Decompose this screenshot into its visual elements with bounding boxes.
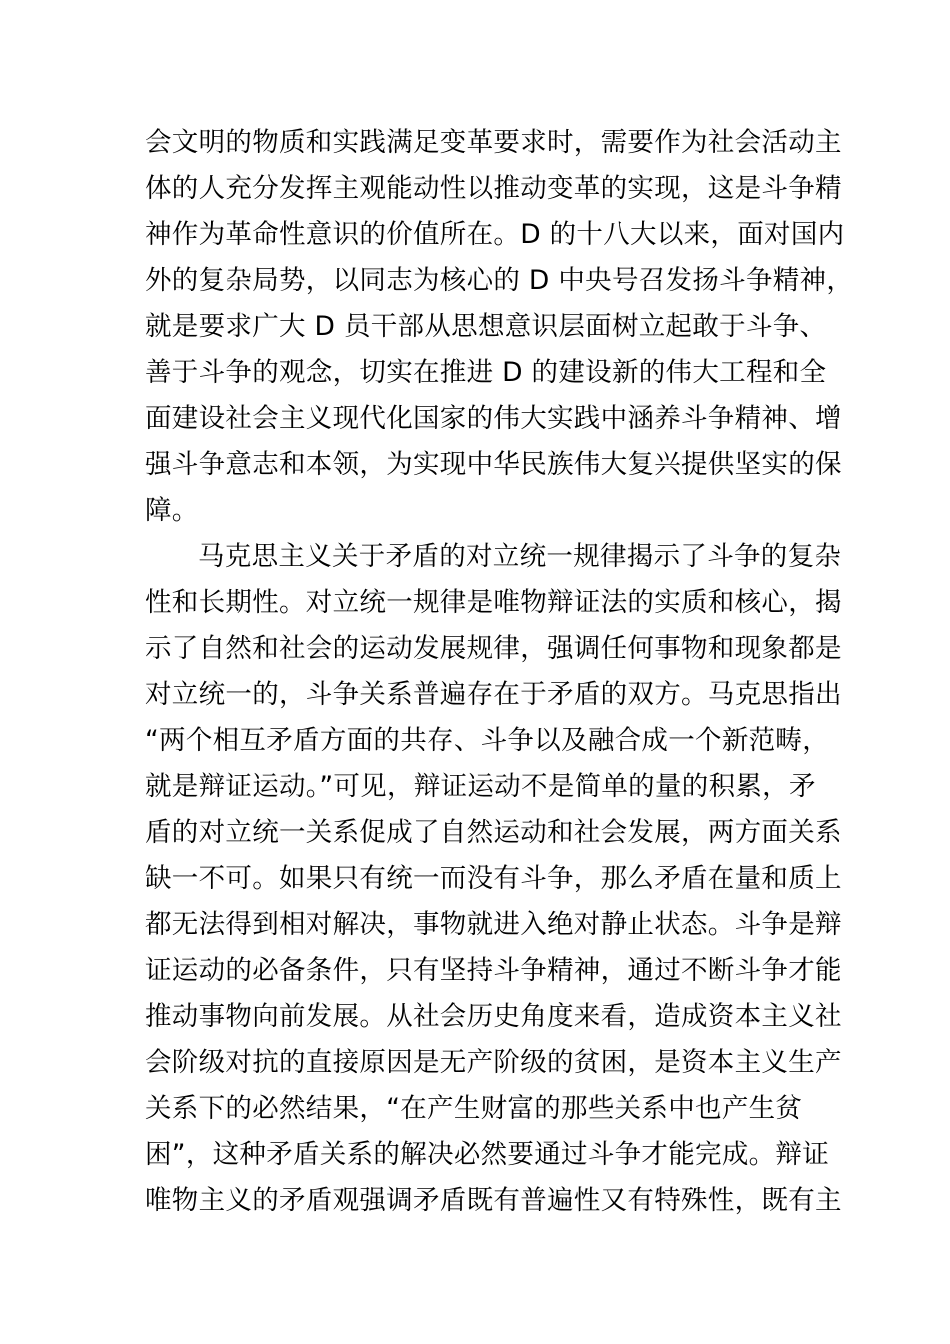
text-line: 缺一不可。如果只有统一而没有斗争，那么矛盾在量和质上 (145, 863, 842, 894)
text-line: 面建设社会主义现代化国家的伟大实践中涵养斗争精神、增 (145, 403, 842, 434)
text-line: 关系下的必然结果，“在产生财富的那些关系中也产生贫 (145, 1093, 803, 1124)
text-line: 盾的对立统一关系促成了自然运动和社会发展，两方面关系 (145, 817, 842, 848)
text-line: 外的复杂局势，以同志为核心的 D 中央号召发扬斗争精神， (145, 265, 854, 296)
text-line: 唯物主义的矛盾观强调矛盾既有普遍性又有特殊性，既有主 (145, 1185, 842, 1216)
text-line: 体的人充分发挥主观能动性以推动变革的实现，这是斗争精 (145, 173, 842, 204)
text-line: 困”，这种矛盾关系的解决必然要通过斗争才能完成。辩证 (145, 1139, 830, 1170)
text-line: 障。 (145, 495, 199, 526)
text-line: 神作为革命性意识的价值所在。D 的十八大以来，面对国内 (145, 219, 845, 250)
text-line: “两个相互矛盾方面的共存、斗争以及融合成一个新范畴， (145, 725, 830, 756)
paragraph-first-line: 马克思主义关于矛盾的对立统一规律揭示了斗争的复杂 (198, 541, 842, 572)
text-line: 善于斗争的观念，切实在推进 D 的建设新的伟大工程和全 (145, 357, 827, 388)
text-line: 会阶级对抗的直接原因是无产阶级的贫困，是资本主义生产 (145, 1047, 842, 1078)
text-line: 强斗争意志和本领，为实现中华民族伟大复兴提供坚实的保 (145, 449, 842, 480)
text-line: 示了自然和社会的运动发展规律，强调任何事物和现象都是 (145, 633, 842, 664)
text-line: 性和长期性。对立统一规律是唯物辩证法的实质和核心，揭 (145, 587, 842, 618)
text-line: 会文明的物质和实践满足变革要求时，需要作为社会活动主 (145, 127, 842, 158)
text-line: 推动事物向前发展。从社会历史角度来看，造成资本主义社 (145, 1001, 842, 1032)
text-line: 都无法得到相对解决，事物就进入绝对静止状态。斗争是辩 (145, 909, 842, 940)
text-line: 对立统一的，斗争关系普遍存在于矛盾的双方。马克思指出 (145, 679, 842, 710)
text-line: 证运动的必备条件，只有坚持斗争精神，通过不断斗争才能 (145, 955, 842, 986)
text-line: 就是辩证运动。”可见，辩证运动不是简单的量的积累，矛 (145, 771, 816, 802)
text-line: 就是要求广大 D 员干部从思想意识层面树立起敢于斗争、 (145, 311, 827, 342)
